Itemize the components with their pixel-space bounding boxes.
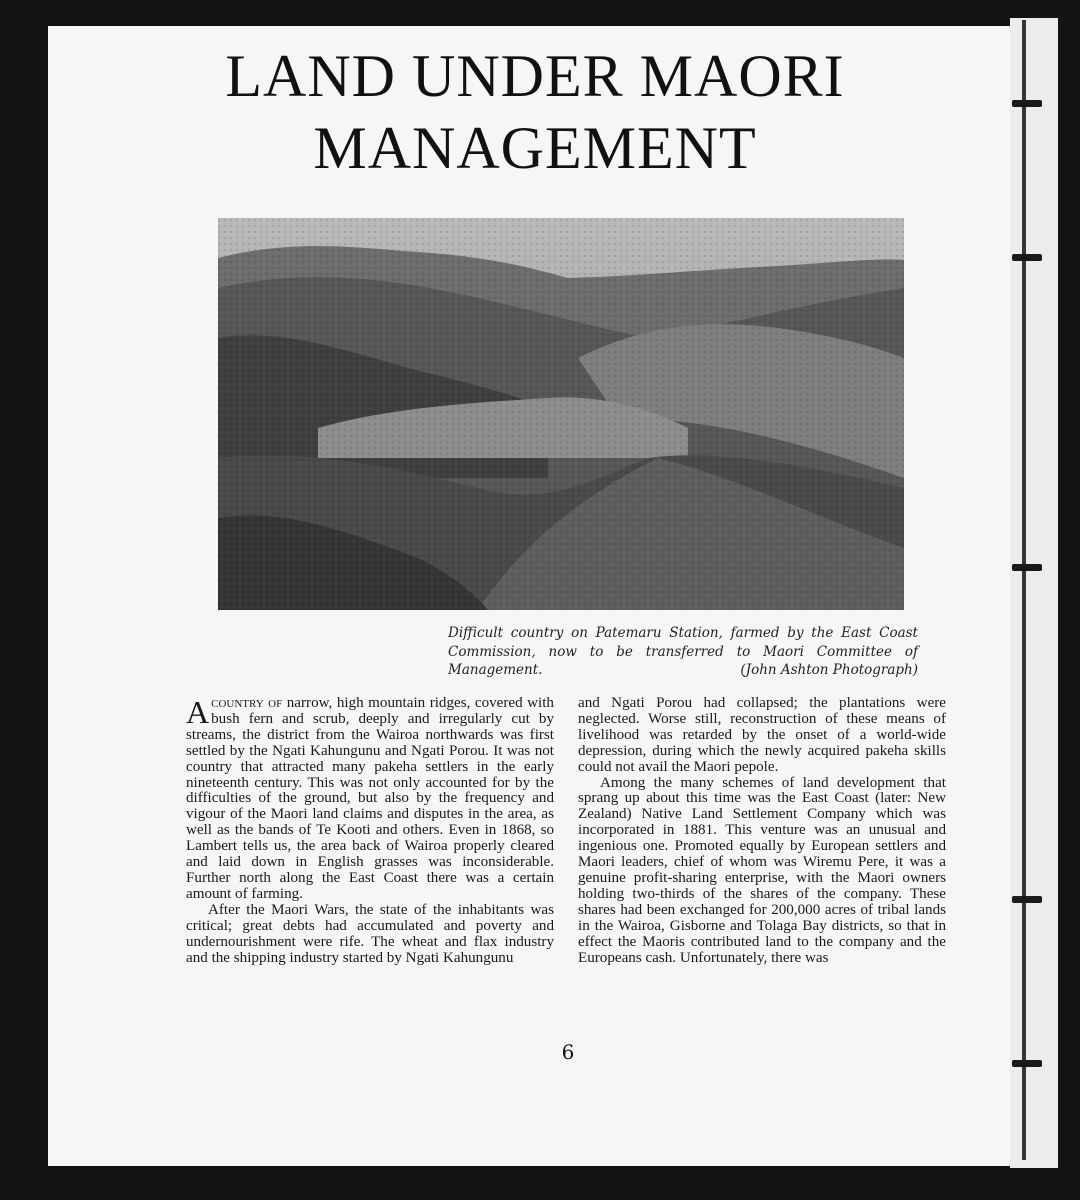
- paragraph-text: narrow, high mountain ridges, covered with bush fern and scrub, deeply and irregularly cut by streams, the district from the Wairoa northwards was first settled by the Ngati Kahungunu and Ngati Porou. It was not country that attracted many pakeha settlers in the early nineteenth century. This was not only accounted for by the difficulties of the ground, but also by the frequency and vigour of the Maori land claims and disputes in the area, as well as the bands of Te Kooti and others. Even in 1868, so Lambert tells us, the area back of Wairoa properly cleared and laid down in English grasses was inconsiderable. Further north along the East Coast there was a certain amount of farming.: [186, 695, 554, 902]
- binding-mark: [1012, 1060, 1042, 1067]
- adjacent-page-edge: [1010, 18, 1058, 1168]
- binding-mark: [1012, 896, 1042, 903]
- binding-mark: [1012, 100, 1042, 107]
- lead-in: country of: [211, 695, 283, 711]
- photo-caption: [448, 624, 918, 680]
- binding-mark: [1012, 254, 1042, 261]
- page-title: [60, 40, 1010, 184]
- photo-credit: (John Ashton Photograph): [740, 662, 918, 678]
- drop-cap: A: [186, 694, 210, 730]
- title-line-1: LAND UNDER MAORI: [225, 43, 845, 109]
- caption-text: Difficult country on Patemaru Station, farmed by the East Coast Commission, now to be transferred to Maori Committee of Management.: [448, 625, 918, 678]
- article-paragraph: [186, 696, 554, 903]
- binding-spine: [1022, 20, 1026, 1160]
- article-column-left: [186, 696, 554, 966]
- page-number: 6: [561, 1040, 575, 1064]
- landscape-photograph: [218, 218, 904, 610]
- article-column-right: [578, 696, 946, 966]
- binding-mark: [1012, 564, 1042, 571]
- article-paragraph: Among the many schemes of land development that sprang up about this time was the East Coast (later: New Zealand) Native Land Settlement Company which was incorporated in 1881. This venture was an unusual and ingenious one. Promoted equally by European settlers and Maori leaders, chief of whom was Wiremu Pere, it was a genuine profit-sharing enterprise, with the Maori owners holding two-thirds of the shares of the company. These shares had been exchanged for 200,000 acres of tribal lands in the Wairoa, Gisborne and Tolaga Bay districts, so that in effect the Maoris contributed land to the company and the Europeans cash. Unfortunately, there was: [578, 774, 946, 966]
- title-line-2: MANAGEMENT: [313, 115, 757, 181]
- article-paragraph: After the Maori Wars, the state of the inhabitants was critical; great debts had accumulated and poverty and undernourishment were rife. The wheat and flax industry and the shipping industry started by Ngati Kahungunu: [186, 901, 554, 966]
- article-paragraph: and Ngati Porou had collapsed; the plantations were neglected. Worse still, reconstruction of these means of livelihood was retarded by the onset of a world-wide depression, during which the newly acquired pakeha skills could not avail the Maori pepole.: [578, 695, 946, 775]
